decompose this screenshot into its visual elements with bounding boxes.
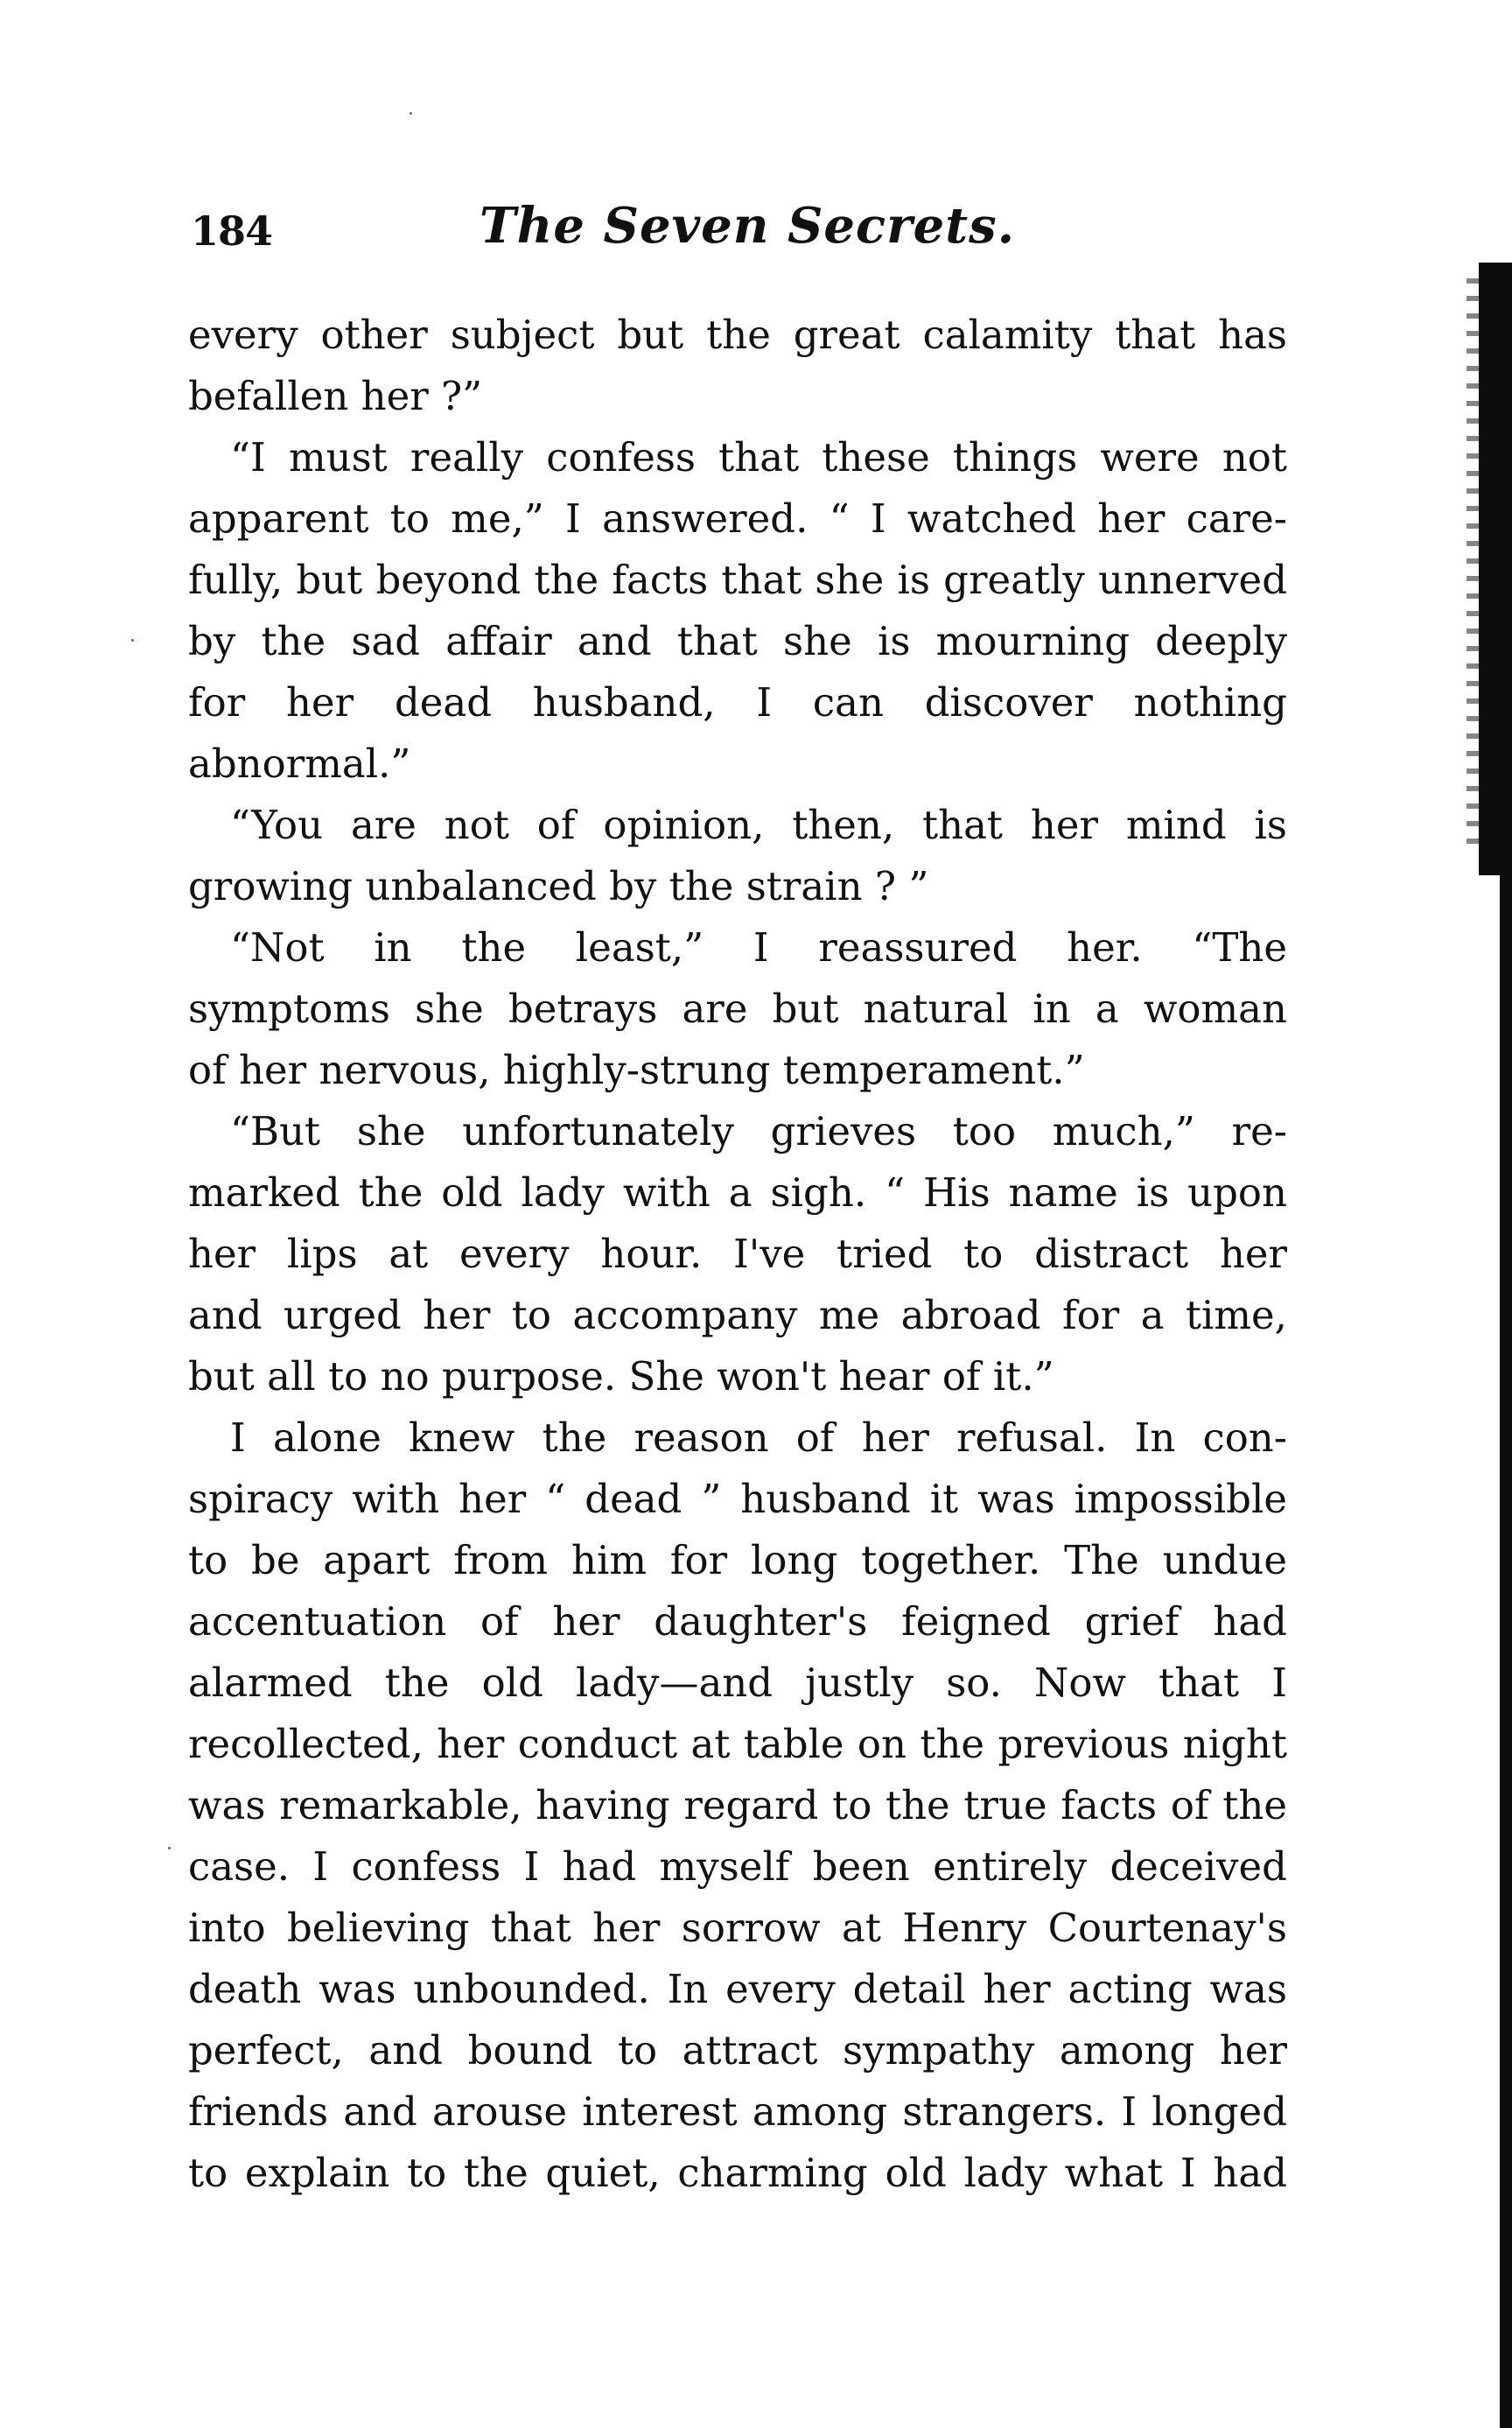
text-line: every other subject but the great calamity that has [188, 312, 1287, 358]
page-edge-border [1500, 875, 1512, 2428]
text-line: befallen her ?” [188, 373, 483, 419]
text-line: for her dead husband, I can discover nothing [188, 679, 1287, 726]
text-line: fully, but beyond the facts that she is greatly unnerved [188, 557, 1287, 603]
text-line: “But she unfortunately grieves too much,” re- [230, 1108, 1287, 1154]
text-line: case. I confess I had myself been entirely deceived [188, 1843, 1287, 1890]
text-line: was remarkable, having regard to the true facts of the [188, 1782, 1287, 1828]
text-line: alarmed the old lady—and justly so. Now that I [188, 1660, 1287, 1706]
page-header [191, 197, 1293, 276]
text-line: of her nervous, highly-strung temperament.” [188, 1047, 1085, 1093]
text-line: symptoms she betrays are but natural in a woman [188, 986, 1287, 1032]
body-text [188, 305, 1287, 2204]
scan-speck [131, 639, 134, 642]
text-line: spiracy with her “ dead ” husband it was impossible [188, 1476, 1287, 1522]
text-line: “Not in the least,” I reassured her. “The [230, 924, 1287, 971]
text-line: into believing that her sorrow at Henry Courtenay's [188, 1905, 1287, 1951]
text-line: accentuation of her daughter's feigned grief had [188, 1598, 1287, 1645]
text-line: her lips at every hour. I've tried to distract her [188, 1231, 1287, 1277]
text-line: death was unbounded. In every detail her acting was [188, 1966, 1287, 2012]
text-line: friends and arouse interest among strangers. I longed [188, 2088, 1287, 2135]
page-edge-binding [1479, 263, 1512, 875]
scan-speck [410, 112, 412, 115]
text-line: “I must really confess that these things were not [230, 434, 1287, 481]
text-line: to be apart from him for long together. The undue [188, 1537, 1287, 1583]
scan-speck [168, 1847, 171, 1849]
text-line: but all to no purpose. She won't hear of it.” [188, 1353, 1054, 1400]
text-line: I alone knew the reason of her refusal. In con- [230, 1414, 1287, 1461]
text-line: “You are not of opinion, then, that her mind is [230, 802, 1287, 848]
running-title: The Seven Secrets. [480, 197, 1016, 255]
text-line: marked the old lady with a sigh. “ His name is upon [188, 1169, 1287, 1216]
text-line: abnormal.” [188, 740, 411, 787]
text-line: perfect, and bound to attract sympathy among her [188, 2027, 1287, 2074]
text-line: apparent to me,” I answered. “ I watched her care- [188, 495, 1287, 542]
text-line: growing unbalanced by the strain ? ” [188, 863, 929, 909]
text-line: by the sad affair and that she is mourning deeply [188, 618, 1287, 664]
text-line: recollected, her conduct at table on the previous night [188, 1721, 1287, 1767]
text-line: and urged her to accompany me abroad for a time, [188, 1292, 1287, 1338]
page-number: 184 [191, 207, 273, 255]
text-line: to explain to the quiet, charming old lady what I had [188, 2150, 1287, 2196]
